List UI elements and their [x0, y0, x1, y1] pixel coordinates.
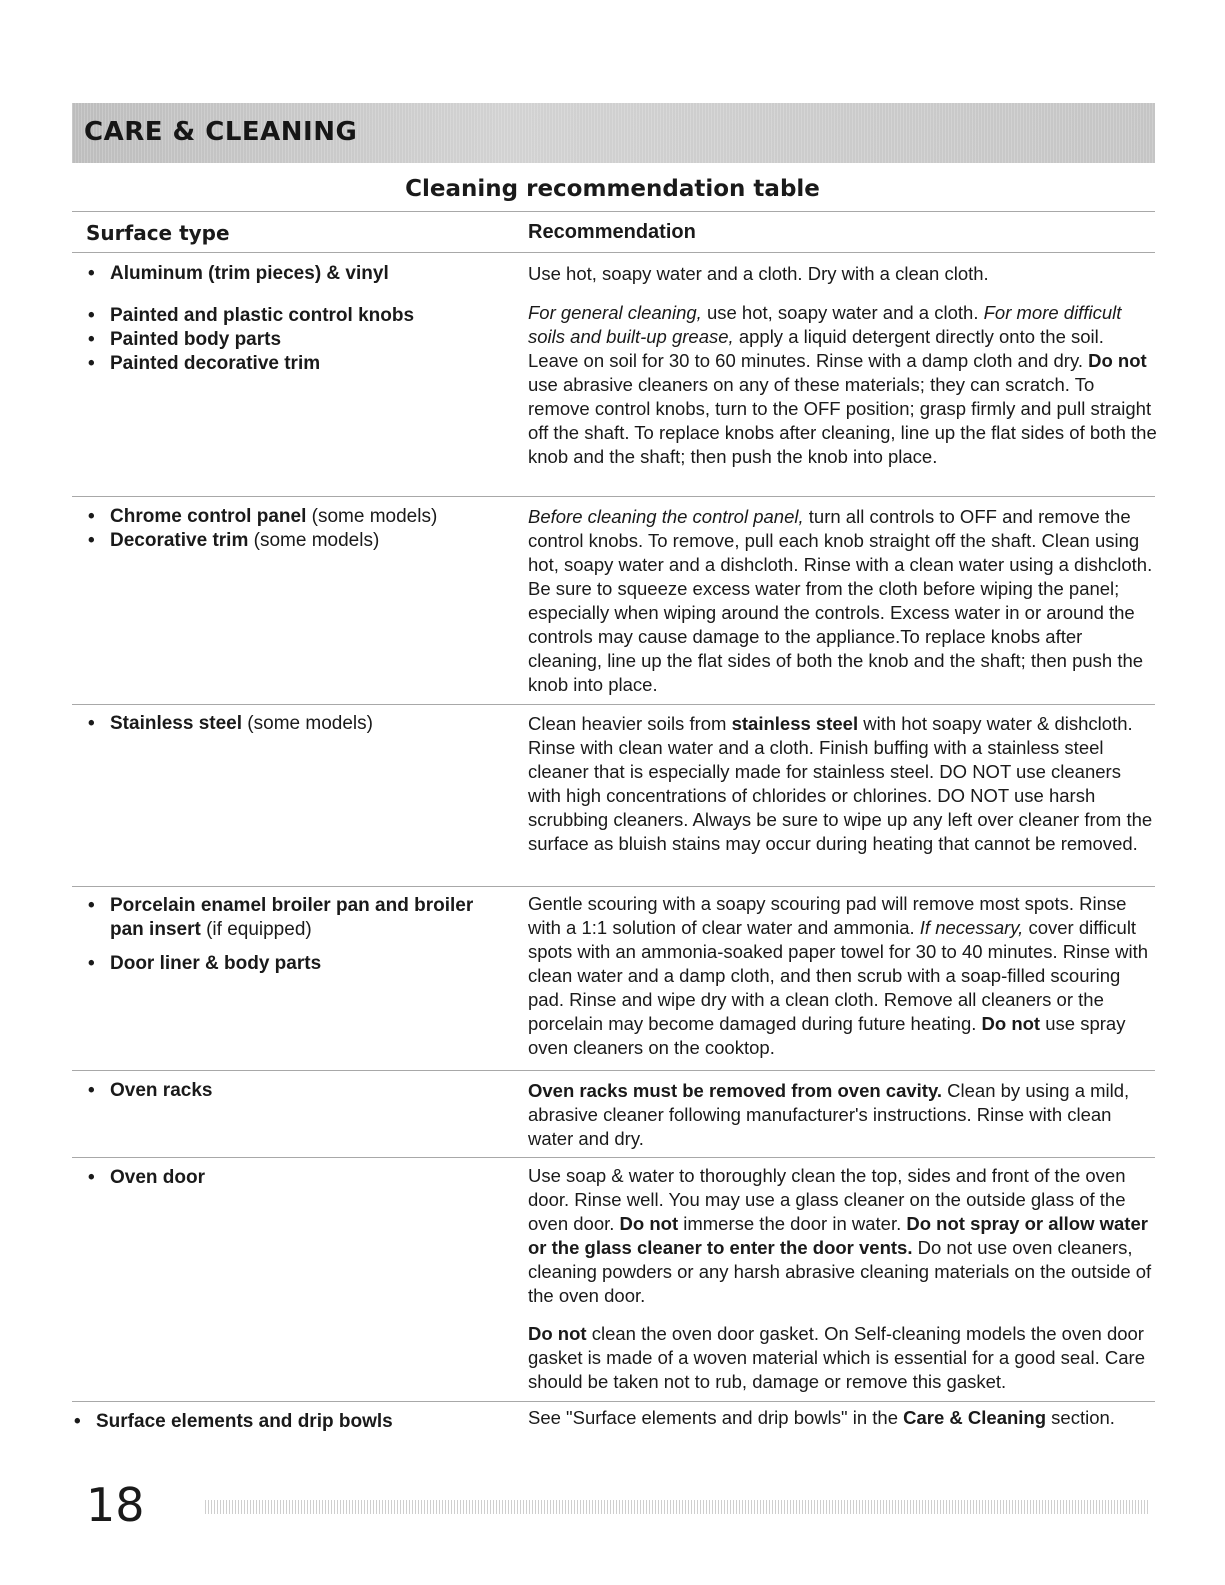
recommendation-paragraph: [528, 1079, 1158, 1151]
surface-cell: [86, 1079, 506, 1103]
recommendation-text: See "Surface elements and drip bowls" in the: [528, 1407, 904, 1428]
recommendation-text: use spray oven cleaners on the cooktop.: [528, 1013, 1126, 1058]
surface-item: [86, 262, 506, 286]
surface-item: [86, 529, 506, 553]
surface-type-header: Surface type: [86, 221, 230, 245]
surface-note: (some models): [242, 713, 373, 734]
recommendation-text: immerse the door in water.: [678, 1213, 907, 1234]
recommendation-text: Do not: [619, 1213, 679, 1234]
surface-item: [86, 712, 506, 736]
row-divider: [72, 1401, 1155, 1402]
surface-note: (if equipped): [200, 919, 312, 940]
table-title: Cleaning recommendation table: [405, 176, 820, 202]
page-number: 18: [86, 1478, 145, 1532]
recommendation-cell: [528, 712, 1158, 856]
row-divider: [72, 704, 1155, 705]
recommendation-cell: [528, 892, 1158, 1060]
surface-name: Door liner & body parts: [110, 953, 322, 974]
recommendation-paragraph: [528, 301, 1158, 469]
row-divider: [72, 496, 1155, 497]
recommendation-text: Do not: [1088, 350, 1147, 371]
recommendation-text: Use soap & water to thoroughly clean the top, sides and front of the oven door. Rinse well. You may use a glass cleaner on the outside glass of the oven door.: [528, 1165, 1126, 1234]
recommendation-text: For more difficult soils and built-up grease,: [528, 302, 1122, 347]
surface-name: Surface elements and drip bowls: [96, 1411, 393, 1432]
surface-item: [86, 952, 506, 976]
recommendation-cell: [528, 301, 1158, 469]
surface-note: (some models): [248, 530, 380, 551]
surface-item: [86, 1166, 506, 1190]
surface-cell: [86, 712, 506, 736]
surface-item: [86, 328, 506, 352]
surface-name: Oven door: [110, 1167, 206, 1188]
surface-name: Chrome control panel: [110, 506, 307, 527]
recommendation-text: Oven racks must be removed from oven cavity.: [528, 1080, 943, 1101]
recommendation-cell: [528, 1406, 1158, 1430]
recommendation-text: use hot, soapy water and a cloth.: [701, 302, 984, 323]
surface-cell: [86, 505, 506, 553]
recommendation-text: turn all controls to OFF and remove the control knobs. To remove, pull each knob straight off the shaft. Clean using hot, soapy water and a dishcloth. Rinse with a clean water using a dishcloth. Be sure to squeeze excess water from the cloth before wiping the panel; especially when wiping around the controls. Excess water in or around the controls may cause damage to the appliance.To replace knobs after cleaning, line up the flat sides of both the knob and the shaft; then push the knob into place.: [528, 506, 1153, 695]
recommendation-cell: [528, 505, 1158, 697]
recommendation-text: apply a liquid detergent directly onto the soil. Leave on soil for 30 to 60 minutes. Rinse with a damp cloth and dry.: [528, 326, 1104, 371]
surface-name: Decorative trim: [110, 530, 249, 551]
recommendation-text: use abrasive cleaners on any of these materials; they can scratch. To remove control knobs, turn to the OFF position; grasp firmly and pull straight off the shaft. To replace knobs after cleaning, line up the flat sides of both the knob and the shaft; then push the knob into place.: [528, 374, 1157, 467]
recommendation-text: Use hot, soapy water and a cloth. Dry with a clean cloth.: [528, 263, 989, 284]
surface-item: [86, 352, 506, 376]
recommendation-paragraph: [528, 1322, 1158, 1394]
row-divider: [72, 1157, 1155, 1158]
surface-item: [86, 304, 506, 328]
recommendation-text: Care & Cleaning: [903, 1407, 1047, 1428]
recommendation-paragraph: [528, 1164, 1158, 1308]
surface-item: [72, 1410, 492, 1434]
row-divider: [72, 886, 1155, 887]
recommendation-text: section.: [1046, 1407, 1115, 1428]
recommendation-text: If necessary,: [919, 917, 1024, 938]
header-bottom-divider: [72, 252, 1155, 253]
surface-name: Porcelain enamel broiler pan and broiler pan insert: [110, 895, 474, 940]
recommendation-paragraph: [528, 505, 1158, 697]
recommendation-text: Do not: [528, 1323, 587, 1344]
footer-bar: [205, 1500, 1150, 1514]
section-banner: [72, 103, 1155, 163]
recommendation-text: cover difficult spots with an ammonia-soaked paper towel for 30 to 40 minutes. Rinse with clean water and a damp cloth, and then scrub with a soap-filled scouring pad. Rinse and wipe dry with a clean cloth. Remove all cleaners or the porcelain may become damaged during future heating.: [528, 917, 1149, 1034]
recommendation-text: with hot soapy water & dishcloth. Rinse with clean water and a cloth. Finish buffing with a stainless steel cleaner that is especially made for stainless steel. DO NOT use cleaners with high concentrations of chlorides or chlorines. DO NOT use harsh scrubbing cleaners. Always be sure to wipe up any left over cleaner from the surface as bluish stains may occur during heating that cannot be removed.: [528, 713, 1153, 854]
recommendation-paragraph: [528, 1406, 1158, 1430]
surface-name: Painted and plastic control knobs: [110, 305, 415, 326]
surface-note: (some models): [306, 506, 438, 527]
surface-item: [86, 505, 506, 529]
surface-cell: [86, 304, 506, 376]
header-top-divider: [72, 211, 1155, 212]
surface-cell: [72, 1410, 492, 1434]
surface-name: Aluminum (trim pieces) & vinyl: [110, 263, 389, 284]
surface-cell: [86, 1166, 506, 1190]
surface-cell: [86, 894, 506, 976]
surface-name: Oven racks: [110, 1080, 213, 1101]
section-title: CARE & CLEANING: [84, 117, 358, 147]
row-divider: [72, 1070, 1155, 1071]
recommendation-cell: [528, 1079, 1158, 1151]
recommendation-text: stainless steel: [731, 713, 859, 734]
recommendation-text: Do not spray or allow water or the glass cleaner to enter the door vents.: [528, 1213, 1148, 1258]
recommendation-text: Before cleaning the control panel,: [528, 506, 804, 527]
surface-name: Painted decorative trim: [110, 353, 321, 374]
surface-item: [86, 894, 506, 942]
recommendation-text: Clean heavier soils from: [528, 713, 732, 734]
surface-name: Stainless steel: [110, 713, 243, 734]
recommendation-text: Gentle scouring with a soapy scouring pad will remove most spots. Rinse with a 1:1 solution of clear water and ammonia.: [528, 893, 1127, 938]
recommendation-paragraph: [528, 892, 1158, 1060]
surface-item: [86, 1079, 506, 1103]
recommendation-cell: [528, 262, 1158, 286]
recommendation-header: Recommendation: [528, 221, 696, 243]
surface-cell: [86, 262, 506, 286]
recommendation-text: clean the oven door gasket. On Self-cleaning models the oven door gasket is made of a woven material which is essential for a good seal. Care should be taken not to rub, damage or remove this gasket.: [528, 1323, 1145, 1392]
recommendation-text: Do not: [981, 1013, 1041, 1034]
recommendation-text: For general cleaning,: [528, 302, 702, 323]
recommendation-text: Clean by using a mild, abrasive cleaner following manufacturer's instructions. Rinse with clean water and dry.: [528, 1080, 1130, 1149]
recommendation-text: Do not use oven cleaners, cleaning powders or any harsh abrasive cleaning materials on the outside of the oven door.: [528, 1237, 1152, 1306]
surface-name: Painted body parts: [110, 329, 282, 350]
recommendation-paragraph: [528, 712, 1158, 856]
recommendation-cell: [528, 1164, 1158, 1394]
recommendation-paragraph: [528, 262, 1158, 286]
